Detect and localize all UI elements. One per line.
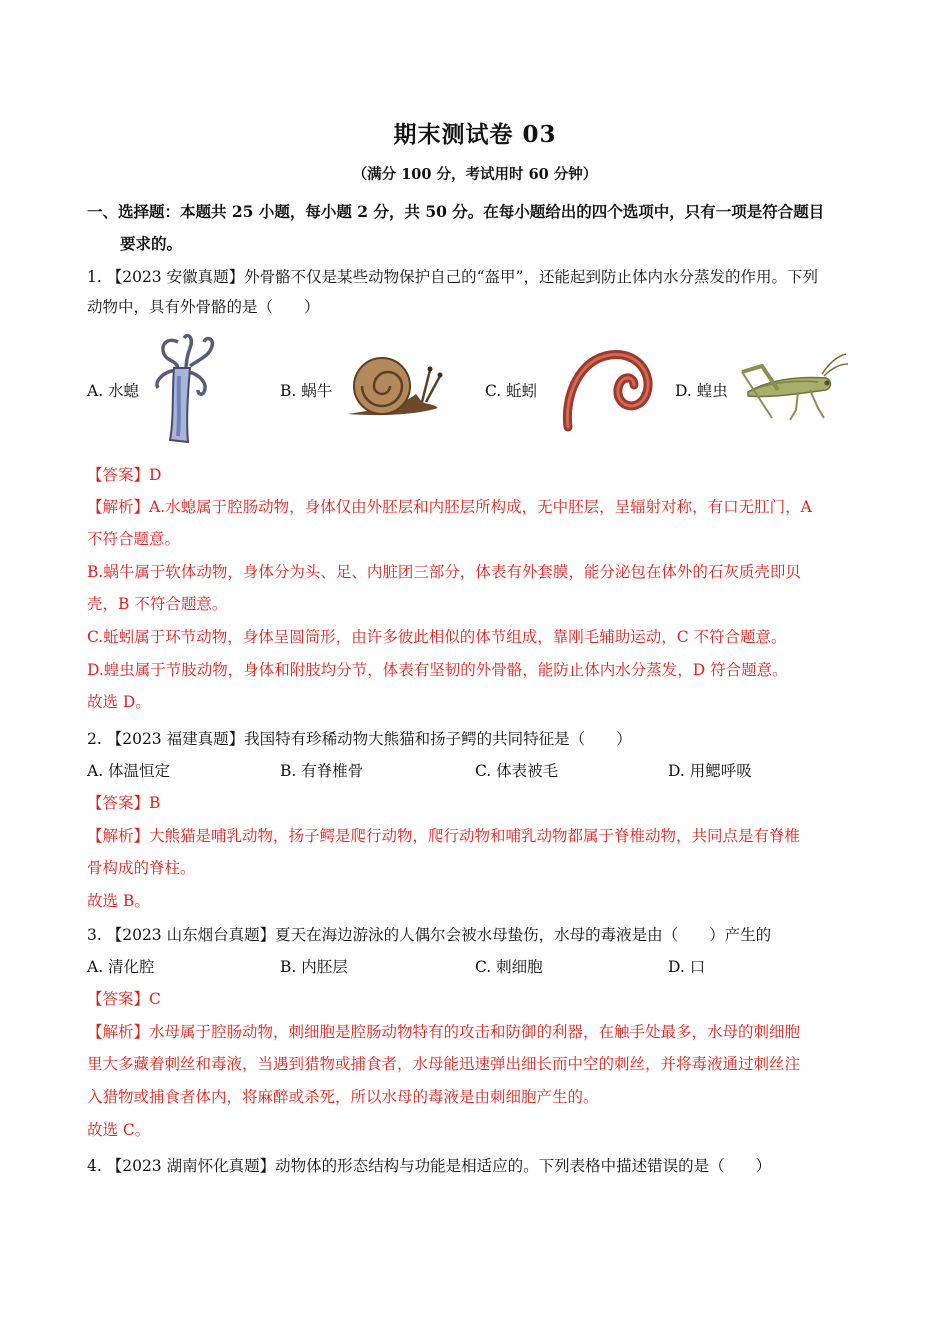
q3-option-a: A. 清化腔 — [87, 958, 155, 976]
q2-analysis-line: 【解析】大熊猫是哺乳动物，扬子鳄是爬行动物，爬行动物和哺乳动物都属于脊椎动物，共同点是有脊椎 — [87, 827, 801, 845]
q1-option-d: D. 蝗虫 — [675, 382, 728, 400]
section-heading: 一、选择题：本题共 25 小题，每小题 2 分，共 50 分。在每小题给出的四个选项中，只有一项是符合题目 — [87, 202, 825, 221]
q3-analysis-line: 里大多藏着刺丝和毒液，当遇到猎物或捕食者，水母能迅速弹出细长而中空的刺丝，并将毒液通过刺丝注 — [87, 1055, 801, 1073]
q2-analysis-line: 骨构成的脊柱。 — [87, 859, 196, 877]
q2-option-d: D. 用鳃呼吸 — [668, 762, 752, 780]
q1-analysis-line: 【解析】A.水螅属于腔肠动物，身体仅由外胚层和内胚层所构成，无中胚层，呈辐射对称，有口无肛门，A — [87, 498, 812, 516]
q1-analysis-line: 不符合题意。 — [87, 530, 181, 548]
q1-option-c: C. 蚯蚓 — [485, 382, 538, 400]
q3-answer: 【答案】C — [87, 990, 161, 1008]
q3-analysis-line: 【解析】水母属于腔肠动物，刺细胞是腔肠动物特有的攻击和防御的利器，在触手处最多，水母的刺细胞 — [87, 1023, 801, 1041]
q3-analysis-line: 入猎物或捕食者体内，将麻醉或杀死，所以水母的毒液是由刺细胞产生的。 — [87, 1088, 599, 1106]
q1-stem: 1. 【2023 安徽真题】外骨骼不仅是某些动物保护自己的“盔甲”，还能起到防止体内水分蒸发的作用。下列 — [87, 268, 818, 286]
page-title: 期末测试卷 03 — [393, 121, 557, 148]
q2-option-a: A. 体温恒定 — [87, 762, 171, 780]
q2-option-c: C. 体表被毛 — [475, 762, 559, 780]
q2-option-b: B. 有脊椎骨 — [280, 762, 364, 780]
q1-option-b: B. 蜗牛 — [280, 382, 333, 400]
q1-stem-cont: 动物中，具有外骨骼的是（ ） — [87, 298, 320, 316]
q1-answer: 【答案】D — [87, 466, 162, 484]
q1-analysis-line: 壳，B 不符合题意。 — [87, 595, 228, 613]
q3-conclusion: 故选 C。 — [87, 1121, 151, 1139]
q1-analysis-line: D.蝗虫属于节肢动物，身体和附肢均分节，体表有坚韧的外骨骼，能防止体内水分蒸发，D 符合题意。 — [87, 661, 788, 679]
section-heading-cont: 要求的。 — [120, 234, 183, 253]
q1-conclusion: 故选 D。 — [87, 693, 151, 711]
q2-answer: 【答案】B — [87, 794, 161, 812]
earthworm-picture — [560, 345, 660, 435]
q4-stem: 4. 【2023 湖南怀化真题】动物体的形态结构与功能是相适应的。下列表格中描述错误的是（ ） — [87, 1157, 772, 1175]
q1-option-a: A. 水螅 — [87, 382, 140, 400]
q1-analysis-line: C.蚯蚓属于环节动物，身体呈圆筒形，由许多彼此相似的体节组成，靠刚毛辅助运动，C 不符合题意。 — [87, 628, 787, 646]
q3-stem: 3. 【2023 山东烟台真题】夏天在海边游泳的人偶尔会被水母蛰伤，水母的毒液是由（ ）产生的 — [87, 926, 772, 944]
q1-analysis-line: B.蜗牛属于软体动物，身体分为头、足、内脏团三部分，体表有外套膜，能分泌包在体外的石灰质壳即贝 — [87, 563, 801, 581]
q2-stem: 2. 【2023 福建真题】我国特有珍稀动物大熊猫和扬子鳄的共同特征是（ ） — [87, 730, 632, 748]
q2-conclusion: 故选 B。 — [87, 892, 150, 910]
page-subtitle: （满分 100 分，考试用时 60 分钟） — [352, 166, 598, 183]
hydra-picture — [148, 332, 218, 446]
grasshopper-picture — [738, 352, 848, 424]
q3-option-b: B. 内胚层 — [280, 958, 348, 976]
q3-option-d: D. 口 — [668, 958, 706, 976]
q3-option-c: C. 刺细胞 — [475, 958, 543, 976]
snail-picture — [342, 350, 444, 422]
